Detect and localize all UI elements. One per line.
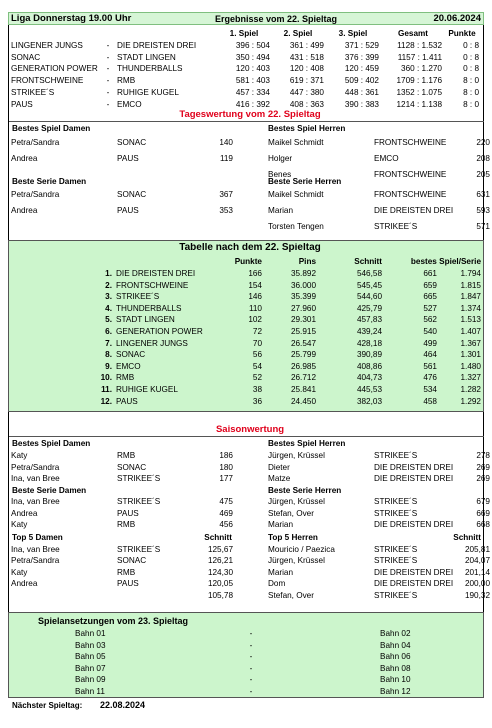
ranking-team: STRIKEE´S — [374, 545, 418, 554]
match-home-team: LINGENER JUNGS — [11, 41, 83, 50]
standings-rank: 8. — [105, 350, 112, 360]
standings-avg: 457,83 — [356, 315, 382, 325]
match-points: 0 : 8 — [463, 41, 479, 50]
standings-points: 54 — [252, 361, 262, 371]
ranking-team: SONAC — [117, 462, 147, 472]
standings-pins: 36.000 — [290, 280, 316, 290]
match-game2: 431 : 518 — [289, 52, 324, 62]
standings-team: THUNDERBALLS — [116, 303, 182, 313]
standings-best-series: 1.794 — [460, 269, 481, 278]
standings-pins: 26.712 — [290, 373, 316, 383]
schedule-lane-left: Bahn 05 — [75, 652, 106, 661]
ranking-name: Stefan, Over — [268, 508, 314, 518]
standings-avg: 545,45 — [356, 280, 382, 290]
standings-points: 36 — [252, 396, 262, 406]
ranking-team: PAUS — [117, 154, 139, 163]
match-game1: 120 : 403 — [235, 64, 270, 74]
standings-best-series: 1.847 — [460, 292, 481, 302]
match-home-team: GENERATION POWER — [11, 64, 98, 74]
standings-best-series: 1.480 — [460, 361, 481, 371]
ranking-value: 204,07 — [464, 556, 490, 566]
match-total: 1157 : 1.411 — [397, 52, 442, 62]
ranking-value: 201,14 — [464, 567, 490, 577]
standings-avg: 546,58 — [356, 269, 382, 278]
standings-pins: 27.960 — [290, 303, 316, 313]
ranking-value: 353 — [219, 206, 233, 215]
ranking-value: 679 — [476, 497, 490, 506]
daily-best-series-women-label: Beste Serie Damen — [12, 177, 87, 186]
ranking-team: SONAC — [117, 190, 147, 199]
schedule-lane-right: Bahn 12 — [380, 686, 411, 696]
standings-points: 70 — [252, 338, 262, 348]
schedule-lane-right: Bahn 08 — [380, 663, 411, 673]
ranking-team: STRIKEE´S — [374, 451, 418, 460]
ranking-name: Jürgen, Krüssel — [268, 556, 325, 566]
ranking-team: STRIKEE´S — [374, 508, 418, 518]
ranking-name: Andrea — [11, 579, 38, 589]
ranking-value: 668 — [476, 520, 490, 529]
match-home-team: FRONTSCHWEINE — [11, 76, 84, 86]
ranking-value: 205 — [476, 170, 490, 179]
schedule-lane-right: Bahn 02 — [380, 629, 411, 638]
match-game2: 619 : 371 — [289, 76, 324, 86]
standings-avg: 445,53 — [356, 385, 382, 394]
ranking-value: 120,05 — [207, 579, 233, 589]
ranking-name: Maikel Schmidt — [268, 138, 324, 147]
ranking-name: Ina, van Bree — [11, 545, 60, 554]
standings-best-series: 1.301 — [460, 350, 481, 360]
standings-best-game: 527 — [423, 303, 437, 313]
standings-best-game: 561 — [423, 361, 437, 371]
standings-points: 38 — [252, 385, 262, 394]
standings-pins: 29.301 — [290, 315, 316, 325]
ranking-team: PAUS — [117, 206, 139, 215]
match-game1: 396 : 504 — [235, 41, 270, 50]
standings-col-avg: Schnitt — [354, 257, 382, 266]
match-total: 1128 : 1.532 — [397, 41, 442, 50]
ranking-value: 631 — [476, 190, 490, 199]
league-title: Liga Donnerstag 19.00 Uhr — [11, 14, 132, 24]
ranking-team: STRIKEE´S — [117, 474, 161, 483]
match-points: 8 : 0 — [463, 87, 479, 97]
standings-rank: 6. — [105, 327, 112, 336]
standings-team: EMCO — [116, 361, 141, 371]
match-game1: 581 : 403 — [235, 76, 270, 86]
match-game1: 457 : 334 — [235, 87, 270, 97]
ranking-value: 220 — [476, 138, 490, 147]
standings-rank: 1. — [105, 269, 112, 278]
ranking-name: Dom — [268, 579, 286, 589]
standings-team: RMB — [116, 373, 135, 383]
match-total: 1214 : 1.138 — [396, 99, 442, 109]
standings-best-series: 1.815 — [460, 280, 481, 290]
season-divider — [9, 436, 484, 437]
daily-best-game-men-label: Bestes Spiel Herren — [268, 124, 346, 133]
schedule-lane-right: Bahn 06 — [380, 652, 411, 661]
ranking-value: 180 — [219, 462, 233, 472]
standings-pins: 35.892 — [290, 269, 316, 278]
ranking-value: 367 — [219, 190, 233, 199]
match-separator: - — [106, 64, 110, 74]
standings-rank: 9. — [105, 361, 112, 371]
header-date: 20.06.2024 — [433, 14, 481, 24]
standings-rank: 4. — [105, 303, 112, 313]
ranking-name: Katy — [11, 520, 28, 529]
standings-points: 146 — [248, 292, 262, 302]
season-best-game-women-label: Bestes Spiel Damen — [12, 439, 91, 448]
standings-pins: 35.399 — [290, 292, 316, 302]
match-game2: 408 : 363 — [289, 99, 324, 109]
schedule-lane-left: Bahn 03 — [75, 640, 106, 650]
ranking-team: PAUS — [117, 579, 139, 589]
top5-men-avg-label: Schnitt — [453, 533, 481, 542]
match-home-team: SONAC — [11, 52, 41, 62]
ranking-value: 475 — [219, 497, 233, 506]
standings-col-points: Punkte — [234, 257, 262, 266]
ranking-team: STRIKEE´S — [374, 222, 418, 231]
ranking-value: 269 — [476, 462, 490, 472]
ranking-team: FRONTSCHWEINE — [374, 190, 447, 199]
standings-rank: 10. — [100, 373, 112, 383]
standings-rank: 12. — [100, 396, 112, 406]
ranking-value: 208 — [476, 154, 490, 163]
standings-points: 52 — [252, 373, 262, 383]
daily-best-game-women-label: Bestes Spiel Damen — [12, 124, 91, 133]
standings-avg: 390,89 — [356, 350, 382, 360]
standings-pins: 26.985 — [290, 361, 316, 371]
standings-team: GENERATION POWER — [116, 327, 203, 336]
ranking-value: 190,32 — [464, 590, 490, 600]
results-col-header: Gesamt — [397, 29, 429, 38]
ranking-name: Benes — [268, 170, 292, 179]
ranking-team: SONAC — [117, 556, 147, 566]
ranking-team: STRIKEE´S — [374, 590, 418, 600]
ranking-team: DIE DREISTEN DREI — [374, 520, 454, 529]
ranking-name: Andrea — [11, 508, 38, 518]
ranking-name: Jürgen, Krüssel — [268, 497, 325, 506]
standings-pins: 25.799 — [290, 350, 316, 360]
ranking-name: Petra/Sandra — [11, 190, 60, 199]
match-points: 8 : 0 — [463, 76, 479, 86]
ranking-name: Jürgen, Krüssel — [268, 451, 325, 460]
standings-best-series: 1.407 — [460, 327, 481, 336]
match-total: 360 : 1.270 — [401, 64, 442, 74]
standings-best-game: 659 — [423, 280, 437, 290]
schedule-separator: - — [249, 652, 253, 661]
standings-team: STADT LINGEN — [116, 315, 175, 325]
match-game3: 376 : 399 — [344, 52, 379, 62]
season-best-series-men-label: Beste Serie Herren — [268, 486, 342, 495]
standings-rank: 2. — [105, 280, 112, 290]
standings-avg: 404,73 — [356, 373, 382, 383]
ranking-team: STRIKEE´S — [374, 497, 418, 506]
standings-best-game: 661 — [423, 269, 437, 278]
ranking-value: 571 — [476, 222, 490, 231]
match-game3: 448 : 361 — [344, 87, 379, 97]
schedule-separator: - — [249, 629, 253, 638]
standings-rank: 5. — [105, 315, 112, 325]
match-away-team: RUHIGE KUGEL — [117, 87, 179, 97]
standings-avg: 425,79 — [356, 303, 382, 313]
season-best-game-men-label: Bestes Spiel Herren — [268, 439, 346, 448]
standings-points: 154 — [248, 280, 262, 290]
match-points: 0 : 8 — [463, 64, 479, 74]
ranking-value: 469 — [219, 508, 233, 518]
ranking-value: 456 — [219, 520, 233, 529]
match-separator: - — [106, 52, 110, 62]
match-game3: 371 : 529 — [344, 41, 379, 50]
match-total: 1709 : 1.176 — [396, 76, 442, 86]
standings-team: PAUS — [116, 396, 138, 406]
ranking-name: Andrea — [11, 206, 38, 215]
ranking-team: SONAC — [117, 138, 147, 147]
ranking-name: Marian — [268, 206, 294, 215]
ranking-name: Ina, van Bree — [11, 474, 60, 483]
next-matchday-label: Nächster Spieltag: — [12, 701, 83, 710]
match-game3: 390 : 383 — [344, 99, 379, 109]
standings-best-series: 1.374 — [460, 303, 481, 313]
daily-divider — [9, 121, 484, 122]
match-game2: 120 : 408 — [289, 64, 324, 74]
standings-rank: 7. — [105, 338, 112, 348]
standings-team: LINGENER JUNGS — [116, 338, 188, 348]
ranking-value: 124,30 — [207, 567, 233, 577]
ranking-name: Holger — [268, 154, 293, 163]
standings-avg: 382,03 — [356, 396, 382, 406]
ranking-value: 593 — [476, 206, 490, 215]
ranking-team: RMB — [117, 451, 136, 460]
schedule-lane-left: Bahn 07 — [75, 663, 106, 673]
standings-best-game: 458 — [423, 396, 437, 406]
match-away-team: RMB — [117, 76, 136, 86]
match-separator: - — [106, 76, 110, 86]
match-separator: - — [106, 41, 110, 50]
match-game3: 120 : 459 — [344, 64, 379, 74]
standings-best-series: 1.282 — [460, 385, 481, 394]
ranking-value: 278 — [476, 451, 490, 460]
ranking-name: Katy — [11, 451, 28, 460]
standings-best-game: 665 — [423, 292, 437, 302]
standings-rank: 3. — [105, 292, 112, 302]
ranking-value: 119 — [219, 154, 233, 163]
match-away-team: DIE DREISTEN DREI — [117, 41, 197, 50]
match-away-team: STADT LINGEN — [117, 52, 176, 62]
schedule-lane-right: Bahn 10 — [380, 675, 411, 684]
top5-men-label: Top 5 Herren — [268, 533, 318, 542]
standings-avg: 408,86 — [356, 361, 382, 371]
schedule-separator: - — [249, 675, 253, 684]
standings-team: FRONTSCHWEINE — [116, 280, 189, 290]
standings-best-series: 1.327 — [460, 373, 481, 383]
top5-women-avg-label: Schnitt — [204, 533, 232, 542]
ranking-name: Petra/Sandra — [11, 556, 60, 566]
match-away-team: EMCO — [117, 99, 142, 109]
match-separator: - — [106, 87, 110, 97]
results-col-header: Punkte — [448, 29, 476, 38]
next-matchday-date: 22.08.2024 — [100, 700, 146, 710]
match-separator: - — [106, 99, 110, 109]
ranking-value: 140 — [219, 138, 233, 147]
ranking-name: Andrea — [11, 154, 38, 163]
ranking-name: Maikel Schmidt — [268, 190, 324, 199]
ranking-name: Stefan, Over — [268, 590, 314, 600]
standings-points: 102 — [248, 315, 262, 325]
ranking-value: 186 — [219, 451, 233, 460]
standings-team: SONAC — [116, 350, 146, 360]
ranking-name: Katy — [11, 567, 28, 577]
standings-best-game: 540 — [423, 327, 437, 336]
standings-pins: 25.915 — [290, 327, 316, 336]
ranking-name: Petra/Sandra — [11, 462, 60, 472]
ranking-team: DIE DREISTEN DREI — [374, 579, 454, 589]
ranking-value: 126,21 — [207, 556, 233, 566]
ranking-team: PAUS — [117, 508, 139, 518]
standings-team: RUHIGE KUGEL — [116, 385, 178, 394]
daily-title: Tageswertung vom 22. Spieltag — [179, 110, 321, 120]
standings-pins: 24.450 — [290, 396, 316, 406]
match-game2: 447 : 380 — [289, 87, 324, 97]
standings-col-best: bestes Spiel/Serie — [410, 257, 481, 266]
results-col-header: 2. Spiel — [283, 29, 313, 38]
ranking-value: 125,67 — [207, 545, 233, 554]
ranking-team: DIE DREISTEN DREI — [374, 462, 454, 472]
results-title: Ergebnisse vom 22. Spieltag — [215, 14, 338, 24]
standings-points: 110 — [248, 303, 262, 313]
match-game1: 350 : 494 — [235, 52, 270, 62]
ranking-name: Mouricio / Paezica — [268, 545, 335, 554]
schedule-lane-right: Bahn 04 — [380, 640, 411, 650]
standings-points: 72 — [252, 327, 262, 336]
standings-best-game: 499 — [423, 338, 437, 348]
ranking-team: STRIKEE´S — [117, 545, 161, 554]
match-points: 0 : 8 — [463, 52, 479, 62]
ranking-team: EMCO — [374, 154, 399, 163]
ranking-value: 177 — [219, 474, 233, 483]
standings-rank: 11. — [101, 385, 112, 394]
standings-best-game: 464 — [423, 350, 437, 360]
standings-avg: 544,60 — [356, 292, 382, 302]
results-col-header: 3. Spiel — [338, 29, 368, 38]
ranking-name: Matze — [268, 474, 291, 483]
standings-best-series: 1.367 — [460, 338, 481, 348]
match-away-team: THUNDERBALLS — [117, 64, 183, 74]
ranking-team: DIE DREISTEN DREI — [374, 567, 454, 577]
standings-pins: 26.547 — [290, 338, 316, 348]
ranking-name: Ina, van Bree — [11, 497, 60, 506]
match-game3: 509 : 402 — [344, 76, 379, 86]
ranking-value: 205,81 — [464, 545, 490, 554]
season-best-series-women-label: Beste Serie Damen — [12, 486, 87, 495]
ranking-name: Marian — [268, 520, 294, 529]
standings-title: Tabelle nach dem 22. Spieltag — [179, 243, 321, 253]
ranking-name: Dieter — [268, 462, 290, 472]
results-col-header: 1. Spiel — [229, 29, 259, 38]
ranking-team: DIE DREISTEN DREI — [374, 474, 454, 483]
match-game2: 361 : 499 — [289, 41, 324, 50]
standings-points: 56 — [252, 350, 262, 360]
ranking-name: Petra/Sandra — [11, 138, 60, 147]
schedule-separator: - — [249, 686, 253, 696]
schedule-separator: - — [249, 640, 253, 650]
standings-best-game: 534 — [423, 385, 437, 394]
ranking-team: RMB — [117, 567, 136, 577]
match-points: 8 : 0 — [463, 99, 479, 109]
ranking-team: RMB — [117, 520, 136, 529]
standings-team: STRIKEE´S — [116, 292, 160, 302]
match-game1: 416 : 392 — [235, 99, 270, 109]
match-home-team: PAUS — [11, 99, 33, 109]
ranking-team: DIE DREISTEN DREI — [374, 206, 454, 215]
standings-team: DIE DREISTEN DREI — [116, 269, 196, 278]
standings-best-series: 1.513 — [460, 315, 481, 325]
schedule-separator: - — [249, 663, 253, 673]
ranking-team: STRIKEE´S — [117, 497, 161, 506]
standings-points: 166 — [248, 269, 262, 278]
standings-pins: 25.841 — [290, 385, 316, 394]
schedule-title: Spielansetzungen vom 23. Spieltag — [38, 616, 189, 626]
standings-best-game: 476 — [423, 373, 437, 383]
ranking-value: 269 — [476, 474, 490, 483]
standings-best-series: 1.292 — [460, 396, 481, 406]
ranking-team: STRIKEE´S — [374, 556, 418, 566]
schedule-lane-left: Bahn 01 — [75, 629, 106, 638]
ranking-value: 669 — [476, 508, 490, 518]
schedule-lane-left: Bahn 09 — [75, 675, 106, 684]
ranking-team: FRONTSCHWEINE — [374, 138, 447, 147]
standings-col-pins: Pins — [298, 257, 316, 266]
standings-avg: 428,18 — [356, 338, 382, 348]
ranking-value: 105,78 — [207, 590, 233, 600]
ranking-team: FRONTSCHWEINE — [374, 170, 447, 179]
ranking-name: Torsten Tengen — [268, 222, 324, 231]
match-home-team: STRIKEE´S — [11, 87, 55, 97]
ranking-value: 200,00 — [464, 579, 490, 589]
schedule-lane-left: Bahn 11 — [75, 686, 105, 696]
match-total: 1352 : 1.075 — [396, 87, 442, 97]
standings-avg: 439,24 — [356, 327, 382, 336]
ranking-name: Marian — [268, 567, 294, 577]
daily-best-series-men-label: Beste Serie Herren — [268, 177, 342, 186]
season-title: Saisonwertung — [215, 425, 285, 435]
top5-women-label: Top 5 Damen — [12, 533, 63, 542]
standings-best-game: 562 — [423, 315, 437, 325]
